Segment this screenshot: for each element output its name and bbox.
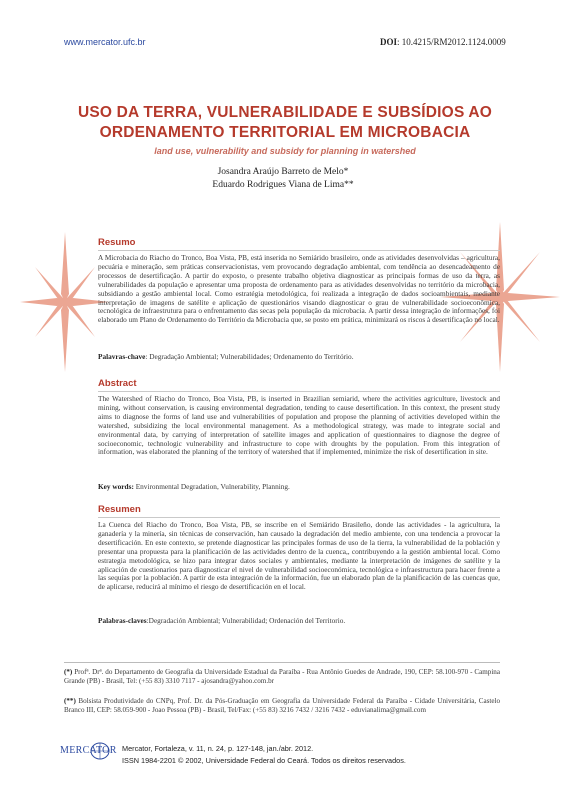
section-divider bbox=[98, 391, 500, 392]
abstract-heading: Abstract bbox=[98, 378, 137, 389]
journal-url-link[interactable]: www.mercator.ufc.br bbox=[64, 37, 146, 47]
doi-reference: DOI: 10.4215/RM2012.1124.0009 bbox=[380, 37, 506, 47]
article-title: USO DA TERRA, VULNERABILIDADE E SUBSÍDIOS AO ORDENAMENTO TERRITORIAL EM MICROBACIA bbox=[77, 104, 493, 141]
issn-line: ISSN 1984-2201 © 2002, Universidade Federal do Ceará. Todos os direitos reservados. bbox=[122, 756, 406, 765]
citation-line: Mercator, Fortaleza, v. 11, n. 24, p. 127-148, jan./abr. 2012. bbox=[122, 744, 314, 753]
compass-decoration-left bbox=[20, 232, 110, 372]
footnote-divider bbox=[64, 662, 500, 663]
resumen-heading: Resumen bbox=[98, 504, 141, 515]
resumen-keywords: Palabras-claves:Degradación Ambiental; Vulnerabilidad; Ordenación del Territorio. bbox=[98, 616, 346, 625]
footnote-2: (**) Bolsista Produtividade do CNPq, Prof. Dr. da Pós-Graduação em Geografia da Universidade Federal da Paraíba - Cidade Universitária, Castelo Branco III, CEP: 58.059-900 - Joao Pessoa (PB) - Brasil, Tel/Fax: (+55 83) 3216 7432 / 3216 7432 - eduvianalima@gmail.com bbox=[64, 697, 500, 715]
section-divider bbox=[98, 250, 500, 251]
author-2: Eduardo Rodrigues Viana de Lima** bbox=[212, 180, 354, 190]
abstract-keywords: Key words: Environmental Degradation, Vulnerability, Planning. bbox=[98, 482, 290, 491]
resumo-text: A Microbacia do Riacho do Tronco, Boa Vista, PB, está inserida no Semiárido brasileiro, onde as atividades desenvolvidas – agricultura, pecuária e mineração, sem práticas conservacionistas, vem provocando degradação ambiental, com tendência ao desencadeamento de processos de desertificação. A partir do exposto, o presente trabalho objetiva diagnosticar as principais formas de uso da terra, as vulnerabilidades da população e apresentar uma proposta de ordenamento para as atividades desenvolvidas no território da microbacia, subsidiando a gestão ambiental local. Como estratégia metodológica, foi realizada a integração de dados socioambientais, mediante interpretação de imagens de satélite e aplicação de questionários visando diagnosticar o grau de vulnerabilidade socioeconômica, tecnológica de infraestrutura para o enfrentamento das secas pela população da microbacia. A partir dessa integração de informações, foi elaborado um Plano de Ordenamento do Território da Microbacia que, se posto em prática, minimizará os riscos à desertificação no local. bbox=[98, 253, 500, 325]
resumo-keywords: Palavras-chave: Degradação Ambiental; Vulnerabilidades; Ordenamento do Território. bbox=[98, 352, 354, 361]
resumen-text: La Cuenca del Riacho do Tronco, Boa Vista, PB, se inscribe en el Semiárido Brasileño, donde las actividades - la agricultura, la ganadería y la minería, sin técnicas de conservación, han causado la degradación del medio ambiente, con una tendencia a provocar la desertificación. En este contexto, se pretende diagnosticar las principales formas de uso de la tierra, la vulnerabilidad de la población y presentar una propuesta para la planificación de las actividades dentro de la cuenca,, contribuyendo a la gestión ambiental local. Como estrategia metodológica, se hizo para integrar datos sociales y ambientales, mediante la interpretación de imágenes de satélite y la aplicación de cuestionarios para diagnosticar el nivel de vulnerabilidad socioeconómica, tecnológica e infraestructura para hacer frente a las sequías por la población. A partir de esta integración de la información, fue un elaborado plan de la planificación de las cuencas que, de aplicarse, reducirá al mínimo el riesgo de desertificación en el local. bbox=[98, 520, 500, 592]
abstract-text: The Watershed of Riacho do Tronco, Boa Vista, PB, is inserted in Brazilian semiarid, where the activities agriculture, livestock and mining, without conservation, is causing environmental degradation, tending to cause desertification. In this context, the present study aims to diagnose the forms of land use and vulnerabilities of population and propose the planning of activities developed within the watershed, subsidizing the local environmental management. As a methodological strategy, was made to integrate social and environmental data, by carrying of interpretation of satellite images and application of questionnaires to diagnose the degree of socioeconomic, technologic vulnerability and infrastructure to cope with droughts by the population. From this integration of information, was elaborated the planning of the territory of watershed that if implemented, minimize the risk of desertification in site. bbox=[98, 394, 500, 457]
mercator-logo-text: MERCATOR bbox=[60, 745, 117, 756]
footnote-1: (*) Profª. Drª. do Departamento de Geografia da Universidade Estadual da Paraíba - Rua Antônio Guedes de Andrade, 190, CEP: 58.100-970 - Campina Grande (PB) - Brasil, Tel: (+55 83) 3310 7117 - ajosandra@yahoo.com.br bbox=[64, 668, 500, 686]
author-1: Josandra Araújo Barreto de Melo* bbox=[217, 167, 349, 177]
section-divider bbox=[98, 517, 500, 518]
article-subtitle: land use, vulnerability and subsidy for planning in watershed bbox=[154, 146, 416, 156]
resumo-heading: Resumo bbox=[98, 237, 136, 248]
